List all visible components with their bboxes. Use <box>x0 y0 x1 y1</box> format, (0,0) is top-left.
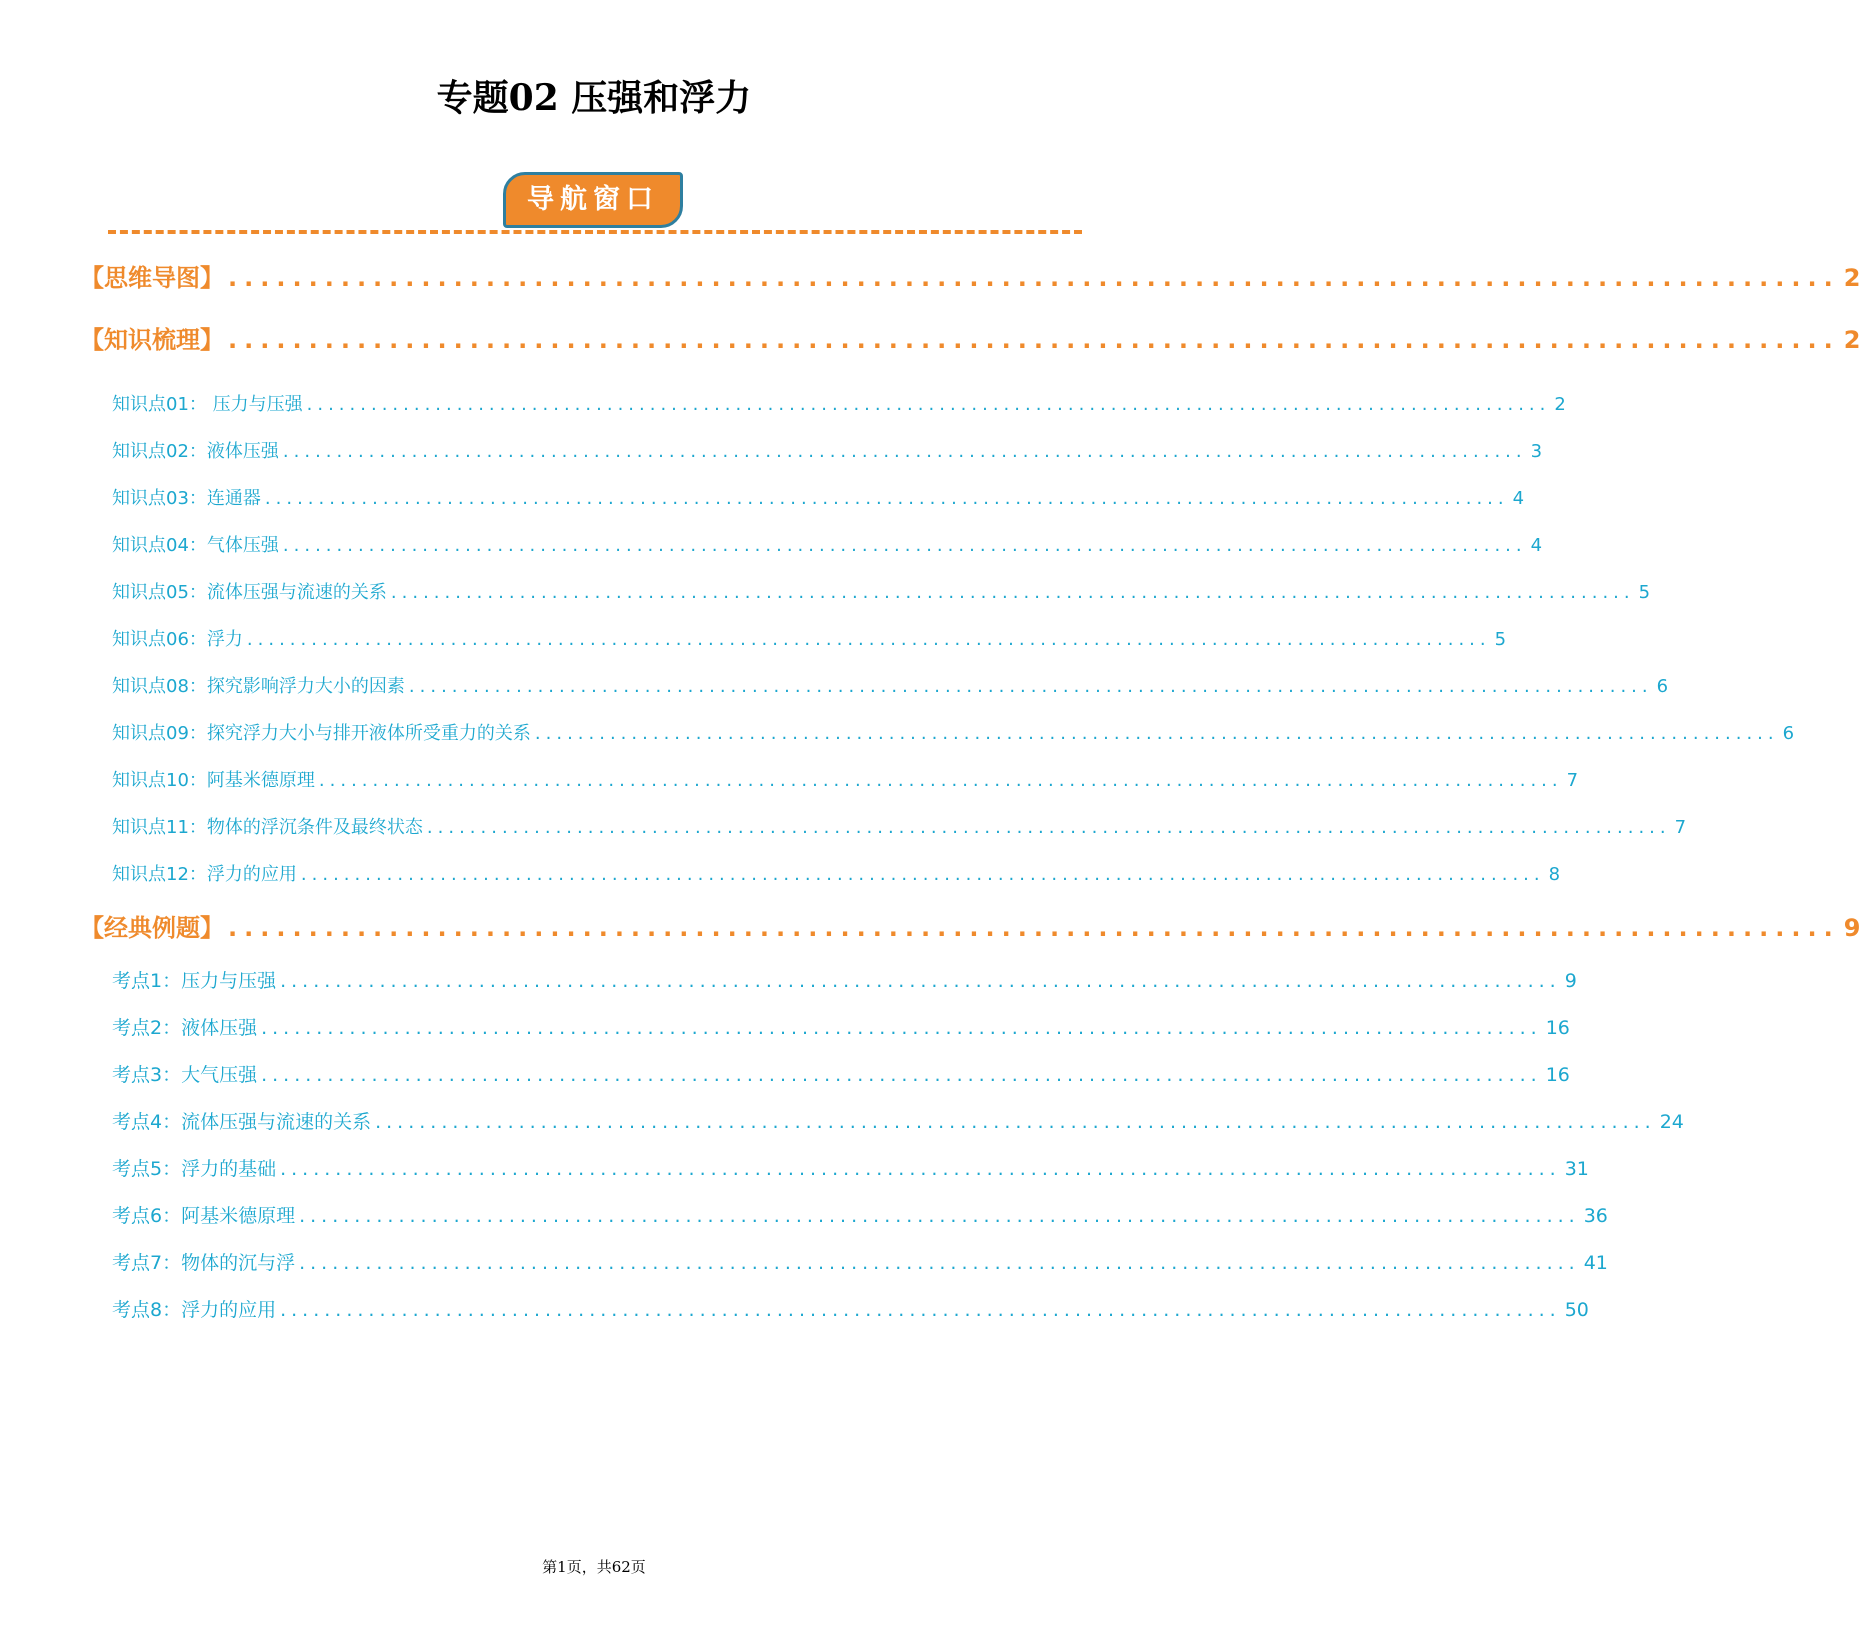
toc-section-label: 【经典例题】 <box>80 914 224 942</box>
toc-item-label: 知识点11：物体的浮沉条件及最终状态 <box>112 817 423 838</box>
toc-page-number: 2 <box>1843 264 1860 292</box>
toc-item-knowledge[interactable] <box>112 531 1543 557</box>
toc-item-label: 考点5：浮力的基础 <box>112 1158 277 1180</box>
toc-page-number: 9 <box>1564 970 1577 992</box>
toc-page-number: 4 <box>1530 535 1543 556</box>
nav-window-badge: 导航窗口 <box>503 172 683 228</box>
toc-section-mindmap[interactable] <box>80 258 1860 293</box>
toc-item-exam[interactable] <box>112 1060 1570 1087</box>
toc-item-label: 考点7：物体的沉与浮 <box>112 1252 296 1274</box>
toc-item-knowledge[interactable] <box>112 813 1687 839</box>
toc-page-number: 6 <box>1656 676 1669 697</box>
toc-item-label: 知识点08：探究影响浮力大小的因素 <box>112 676 405 697</box>
toc-item-label: 考点8：浮力的应用 <box>112 1299 277 1321</box>
toc-page-number: 2 <box>1843 326 1860 354</box>
toc-item-knowledge[interactable] <box>112 484 1525 510</box>
leader-dots: .................................................................................................................... <box>299 1205 1580 1227</box>
page-footer: 第1页，共62页 <box>542 1558 646 1576</box>
leader-dots: .................................................................................................................... <box>280 970 1561 992</box>
toc-item-knowledge[interactable] <box>112 578 1651 604</box>
toc-item-label: 考点6：阿基米德原理 <box>112 1205 296 1227</box>
leader-dots: .................................................................................................................... <box>282 441 1527 462</box>
toc-item-label: 知识点06：浮力 <box>112 629 243 650</box>
leader-dots: .................................................................................................................... <box>299 1252 1580 1274</box>
toc-page-number: 16 <box>1545 1064 1570 1086</box>
toc-item-knowledge[interactable] <box>112 390 1566 416</box>
toc-page-number: 9 <box>1843 914 1860 942</box>
toc-item-label: 知识点04：气体压强 <box>112 535 279 556</box>
toc-page-number: 5 <box>1494 629 1507 650</box>
leader-dots: .................................................................................................................... <box>280 1158 1561 1180</box>
toc-item-label: 考点3：大气压强 <box>112 1064 258 1086</box>
toc-item-label: 考点4：流体压强与流速的关系 <box>112 1111 372 1133</box>
leader-dots: .................................................................................................................... <box>261 1064 1542 1086</box>
leader-dots: .................................................................................................................... <box>246 629 1491 650</box>
toc-item-knowledge[interactable] <box>112 766 1579 792</box>
toc-item-label: 知识点05：流体压强与流速的关系 <box>112 582 387 603</box>
toc-item-exam[interactable] <box>112 966 1577 993</box>
toc-page-number: 36 <box>1583 1205 1608 1227</box>
toc-item-label: 考点1：压力与压强 <box>112 970 277 992</box>
toc-page-number: 31 <box>1564 1158 1589 1180</box>
leader-dots: .................................................................................................................... <box>318 770 1563 791</box>
toc-item-knowledge[interactable] <box>112 625 1507 651</box>
toc-item-knowledge[interactable] <box>112 437 1543 463</box>
toc-item-label: 知识点12：浮力的应用 <box>112 864 297 885</box>
leader-dots: .................................................................................................... <box>228 264 1840 292</box>
toc-item-knowledge[interactable] <box>112 860 1561 886</box>
toc-item-label: 知识点01： 压力与压强 <box>112 394 303 415</box>
toc-item-label: 考点2：液体压强 <box>112 1017 258 1039</box>
leader-dots: .................................................................................................................... <box>300 864 1545 885</box>
toc-item-label: 知识点03：连通器 <box>112 488 261 509</box>
toc-item-exam[interactable] <box>112 1107 1684 1134</box>
leader-dots: .................................................................................................................... <box>426 817 1671 838</box>
leader-dots: .................................................................................................................... <box>261 1017 1542 1039</box>
toc-page-number: 5 <box>1638 582 1651 603</box>
toc-page-number: 7 <box>1674 817 1687 838</box>
toc-page-number: 3 <box>1530 441 1543 462</box>
toc-page-number: 6 <box>1782 723 1795 744</box>
toc-page-number: 16 <box>1545 1017 1570 1039</box>
leader-dots: .................................................................................................................... <box>280 1299 1561 1321</box>
toc-item-knowledge[interactable] <box>112 672 1669 698</box>
toc-section-examples[interactable] <box>80 908 1860 943</box>
page-title: 专题02 压强和浮力 <box>436 77 752 119</box>
leader-dots: .................................................................................................................... <box>390 582 1635 603</box>
toc-page-number: 41 <box>1583 1252 1608 1274</box>
toc-page-number: 4 <box>1512 488 1525 509</box>
leader-dots: .................................................................................................................... <box>534 723 1779 744</box>
leader-dots: .................................................................................................................... <box>408 676 1653 697</box>
toc-item-exam[interactable] <box>112 1201 1608 1228</box>
toc-item-exam[interactable] <box>112 1295 1589 1322</box>
leader-dots: .................................................................................................... <box>228 914 1840 942</box>
toc-page-number: 24 <box>1659 1111 1684 1133</box>
toc-page-number: 50 <box>1564 1299 1589 1321</box>
toc-page-number: 7 <box>1566 770 1579 791</box>
toc-section-label: 【知识梳理】 <box>80 326 224 354</box>
toc-item-label: 知识点09：探究浮力大小与排开液体所受重力的关系 <box>112 723 531 744</box>
toc-item-label: 知识点10：阿基米德原理 <box>112 770 315 791</box>
toc-section-label: 【思维导图】 <box>80 264 224 292</box>
toc-item-label: 知识点02：液体压强 <box>112 441 279 462</box>
toc-section-knowledge[interactable] <box>80 320 1860 355</box>
leader-dots: .................................................................................................................... <box>282 535 1527 556</box>
toc-item-exam[interactable] <box>112 1248 1608 1275</box>
leader-dots: .................................................................................................................... <box>306 394 1551 415</box>
dashed-divider <box>108 230 1082 234</box>
toc-item-knowledge[interactable] <box>112 719 1795 745</box>
toc-page-number: 2 <box>1554 394 1566 415</box>
leader-dots: .................................................................................................................... <box>375 1111 1656 1133</box>
leader-dots: .................................................................................................... <box>228 326 1840 354</box>
toc-item-exam[interactable] <box>112 1154 1589 1181</box>
toc-page-number: 8 <box>1548 864 1561 885</box>
leader-dots: .................................................................................................................... <box>264 488 1509 509</box>
toc-item-exam[interactable] <box>112 1013 1570 1040</box>
